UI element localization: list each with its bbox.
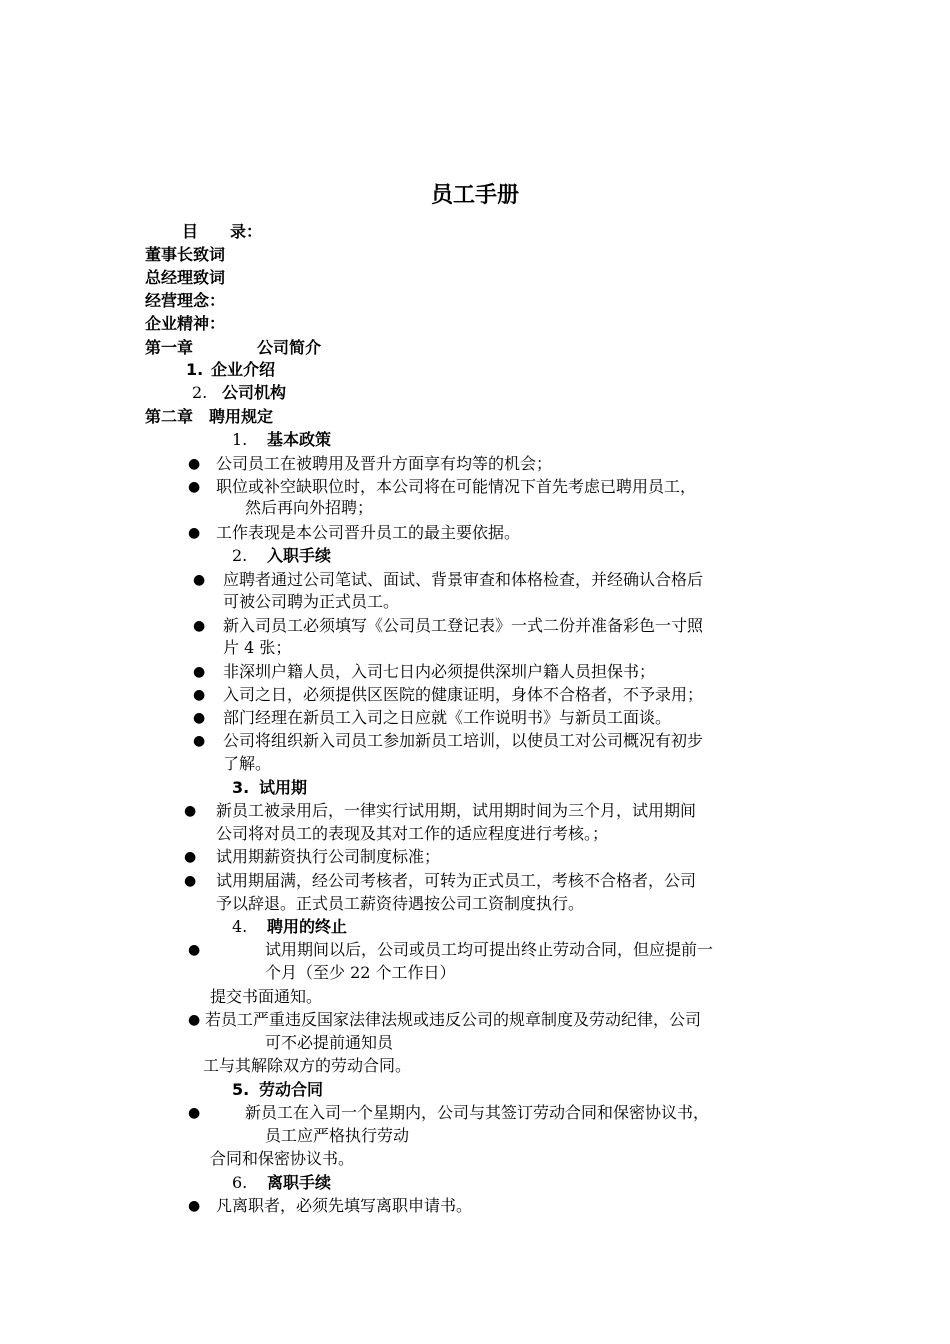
s2-bullet-1-cont: 可被公司聘为正式员工。 bbox=[223, 592, 400, 611]
toc-item-enterprise-spirit: 企业精神： bbox=[145, 314, 226, 333]
s5-bullet-1-cont: 员工应严格执行劳动 bbox=[265, 1126, 410, 1145]
s1-num: 1. bbox=[232, 430, 248, 449]
s4-bullet-1-cont2: 提交书面通知。 bbox=[210, 987, 323, 1006]
s3-num: 3. bbox=[232, 778, 250, 797]
chapter1-section2-title: 公司机构 bbox=[222, 383, 287, 402]
s2-bullet-2: 新入司员工必须填写《公司员工登记表》一式二份并准备彩色一寸照 bbox=[223, 616, 704, 635]
s2-title: 入职手续 bbox=[267, 546, 332, 565]
bullet-icon: ● bbox=[188, 525, 201, 541]
bullet-icon: ● bbox=[188, 942, 201, 958]
s1-bullet-3: 工作表现是本公司晋升员工的最主要依据。 bbox=[216, 523, 521, 542]
bullet-icon: ● bbox=[193, 572, 206, 588]
s3-bullet-3-cont: 予以辞退。正式员工薪资待遇按公司工资制度执行。 bbox=[216, 894, 585, 913]
s3-bullet-1-cont: 公司将对员工的表现及其对工作的适应程度进行考核。； bbox=[216, 824, 609, 843]
s4-num: 4. bbox=[232, 917, 248, 936]
chapter1-section2-num: 2. bbox=[192, 383, 208, 402]
s3-title: 试用期 bbox=[259, 778, 308, 797]
chapter1-title: 公司简介 bbox=[257, 338, 322, 357]
s2-bullet-1: 应聘者通过公司笔试、面试、背景审查和体格检查，并经确认合格后 bbox=[223, 570, 704, 589]
toc-item-business-philosophy: 经营理念： bbox=[145, 291, 226, 310]
s5-num: 5. bbox=[232, 1080, 250, 1099]
s1-bullet-2-cont: 然后再向外招聘； bbox=[245, 498, 374, 517]
bullet-icon: ● bbox=[193, 710, 206, 726]
document-title: 员工手册 bbox=[430, 183, 519, 208]
s2-bullet-4: 入司之日，必须提供区医院的健康证明，身体不合格者，不予录用； bbox=[223, 685, 704, 704]
bullet-icon: ● bbox=[188, 1012, 201, 1028]
bullet-icon: ● bbox=[188, 1105, 201, 1121]
toc-heading: 目 录： bbox=[182, 222, 263, 241]
bullet-icon: ● bbox=[188, 1198, 201, 1214]
bullet-icon: ● bbox=[184, 849, 197, 865]
bullet-icon: ● bbox=[193, 733, 206, 749]
s4-title: 聘用的终止 bbox=[267, 917, 348, 936]
s2-num: 2. bbox=[232, 546, 248, 565]
chapter1-section1-title: 企业介绍 bbox=[211, 360, 276, 379]
s1-bullet-1: 公司员工在被聘用及晋升方面享有均等的机会； bbox=[216, 454, 553, 473]
s2-bullet-6: 公司将组织新入司员工参加新员工培训，以使员工对公司概况有初步 bbox=[223, 731, 704, 750]
chapter2-title: 聘用规定 bbox=[209, 407, 274, 426]
s4-bullet-1: 试用期间以后，公司或员工均可提出终止劳动合同，但应提前一 bbox=[265, 940, 714, 959]
chapter1-label: 第一章 bbox=[145, 338, 194, 357]
s2-bullet-6-cont: 了解。 bbox=[223, 754, 272, 773]
s4-bullet-2-cont: 可不必提前通知员 bbox=[265, 1033, 394, 1052]
bullet-icon: ● bbox=[184, 873, 197, 889]
chapter2-label: 第二章 bbox=[145, 407, 194, 426]
bullet-icon: ● bbox=[193, 687, 206, 703]
s4-bullet-2-cont2: 工与其解除双方的劳动合同。 bbox=[203, 1056, 412, 1075]
bullet-icon: ● bbox=[184, 803, 197, 819]
bullet-icon: ● bbox=[193, 664, 206, 680]
s6-title: 离职手续 bbox=[267, 1173, 332, 1192]
bullet-icon: ● bbox=[188, 456, 201, 472]
s5-title: 劳动合同 bbox=[259, 1080, 324, 1099]
bullet-icon: ● bbox=[188, 479, 201, 495]
s3-bullet-1: 新员工被录用后，一律实行试用期，试用期时间为三个月，试用期间 bbox=[216, 801, 697, 820]
s4-bullet-2: 若员工严重违反国家法律法规或违反公司的规章制度及劳动纪律，公司 bbox=[205, 1010, 702, 1029]
toc-item-gm-speech: 总经理致词 bbox=[145, 268, 226, 287]
s2-bullet-5: 部门经理在新员工入司之日应就《工作说明书》与新员工面谈。 bbox=[223, 708, 672, 727]
s5-bullet-1-cont2: 合同和保密协议书。 bbox=[210, 1149, 355, 1168]
s2-bullet-3: 非深圳户籍人员，入司七日内必须提供深圳户籍人员担保书； bbox=[223, 662, 656, 681]
toc-item-chairman-speech: 董事长致词 bbox=[145, 245, 226, 264]
s5-bullet-1: 新员工在入司一个星期内，公司与其签订劳动合同和保密协议书， bbox=[245, 1103, 710, 1122]
s3-bullet-2: 试用期薪资执行公司制度标准； bbox=[216, 847, 441, 866]
s3-bullet-3: 试用期届满，经公司考核者，可转为正式员工，考核不合格者，公司 bbox=[216, 871, 697, 890]
s6-num: 6. bbox=[232, 1173, 248, 1192]
s1-title: 基本政策 bbox=[267, 430, 332, 449]
chapter1-section1-num: 1. bbox=[186, 360, 204, 379]
bullet-icon: ● bbox=[193, 618, 206, 634]
s2-bullet-2-cont: 片 4 张； bbox=[223, 638, 292, 657]
s1-bullet-2: 职位或补空缺职位时，本公司将在可能情况下首先考虑已聘用员工， bbox=[216, 477, 697, 496]
s4-bullet-1-cont: 个月（至少 22 个工作日） bbox=[265, 963, 456, 982]
s6-bullet-1: 凡离职者，必须先填写离职申请书。 bbox=[216, 1196, 473, 1215]
